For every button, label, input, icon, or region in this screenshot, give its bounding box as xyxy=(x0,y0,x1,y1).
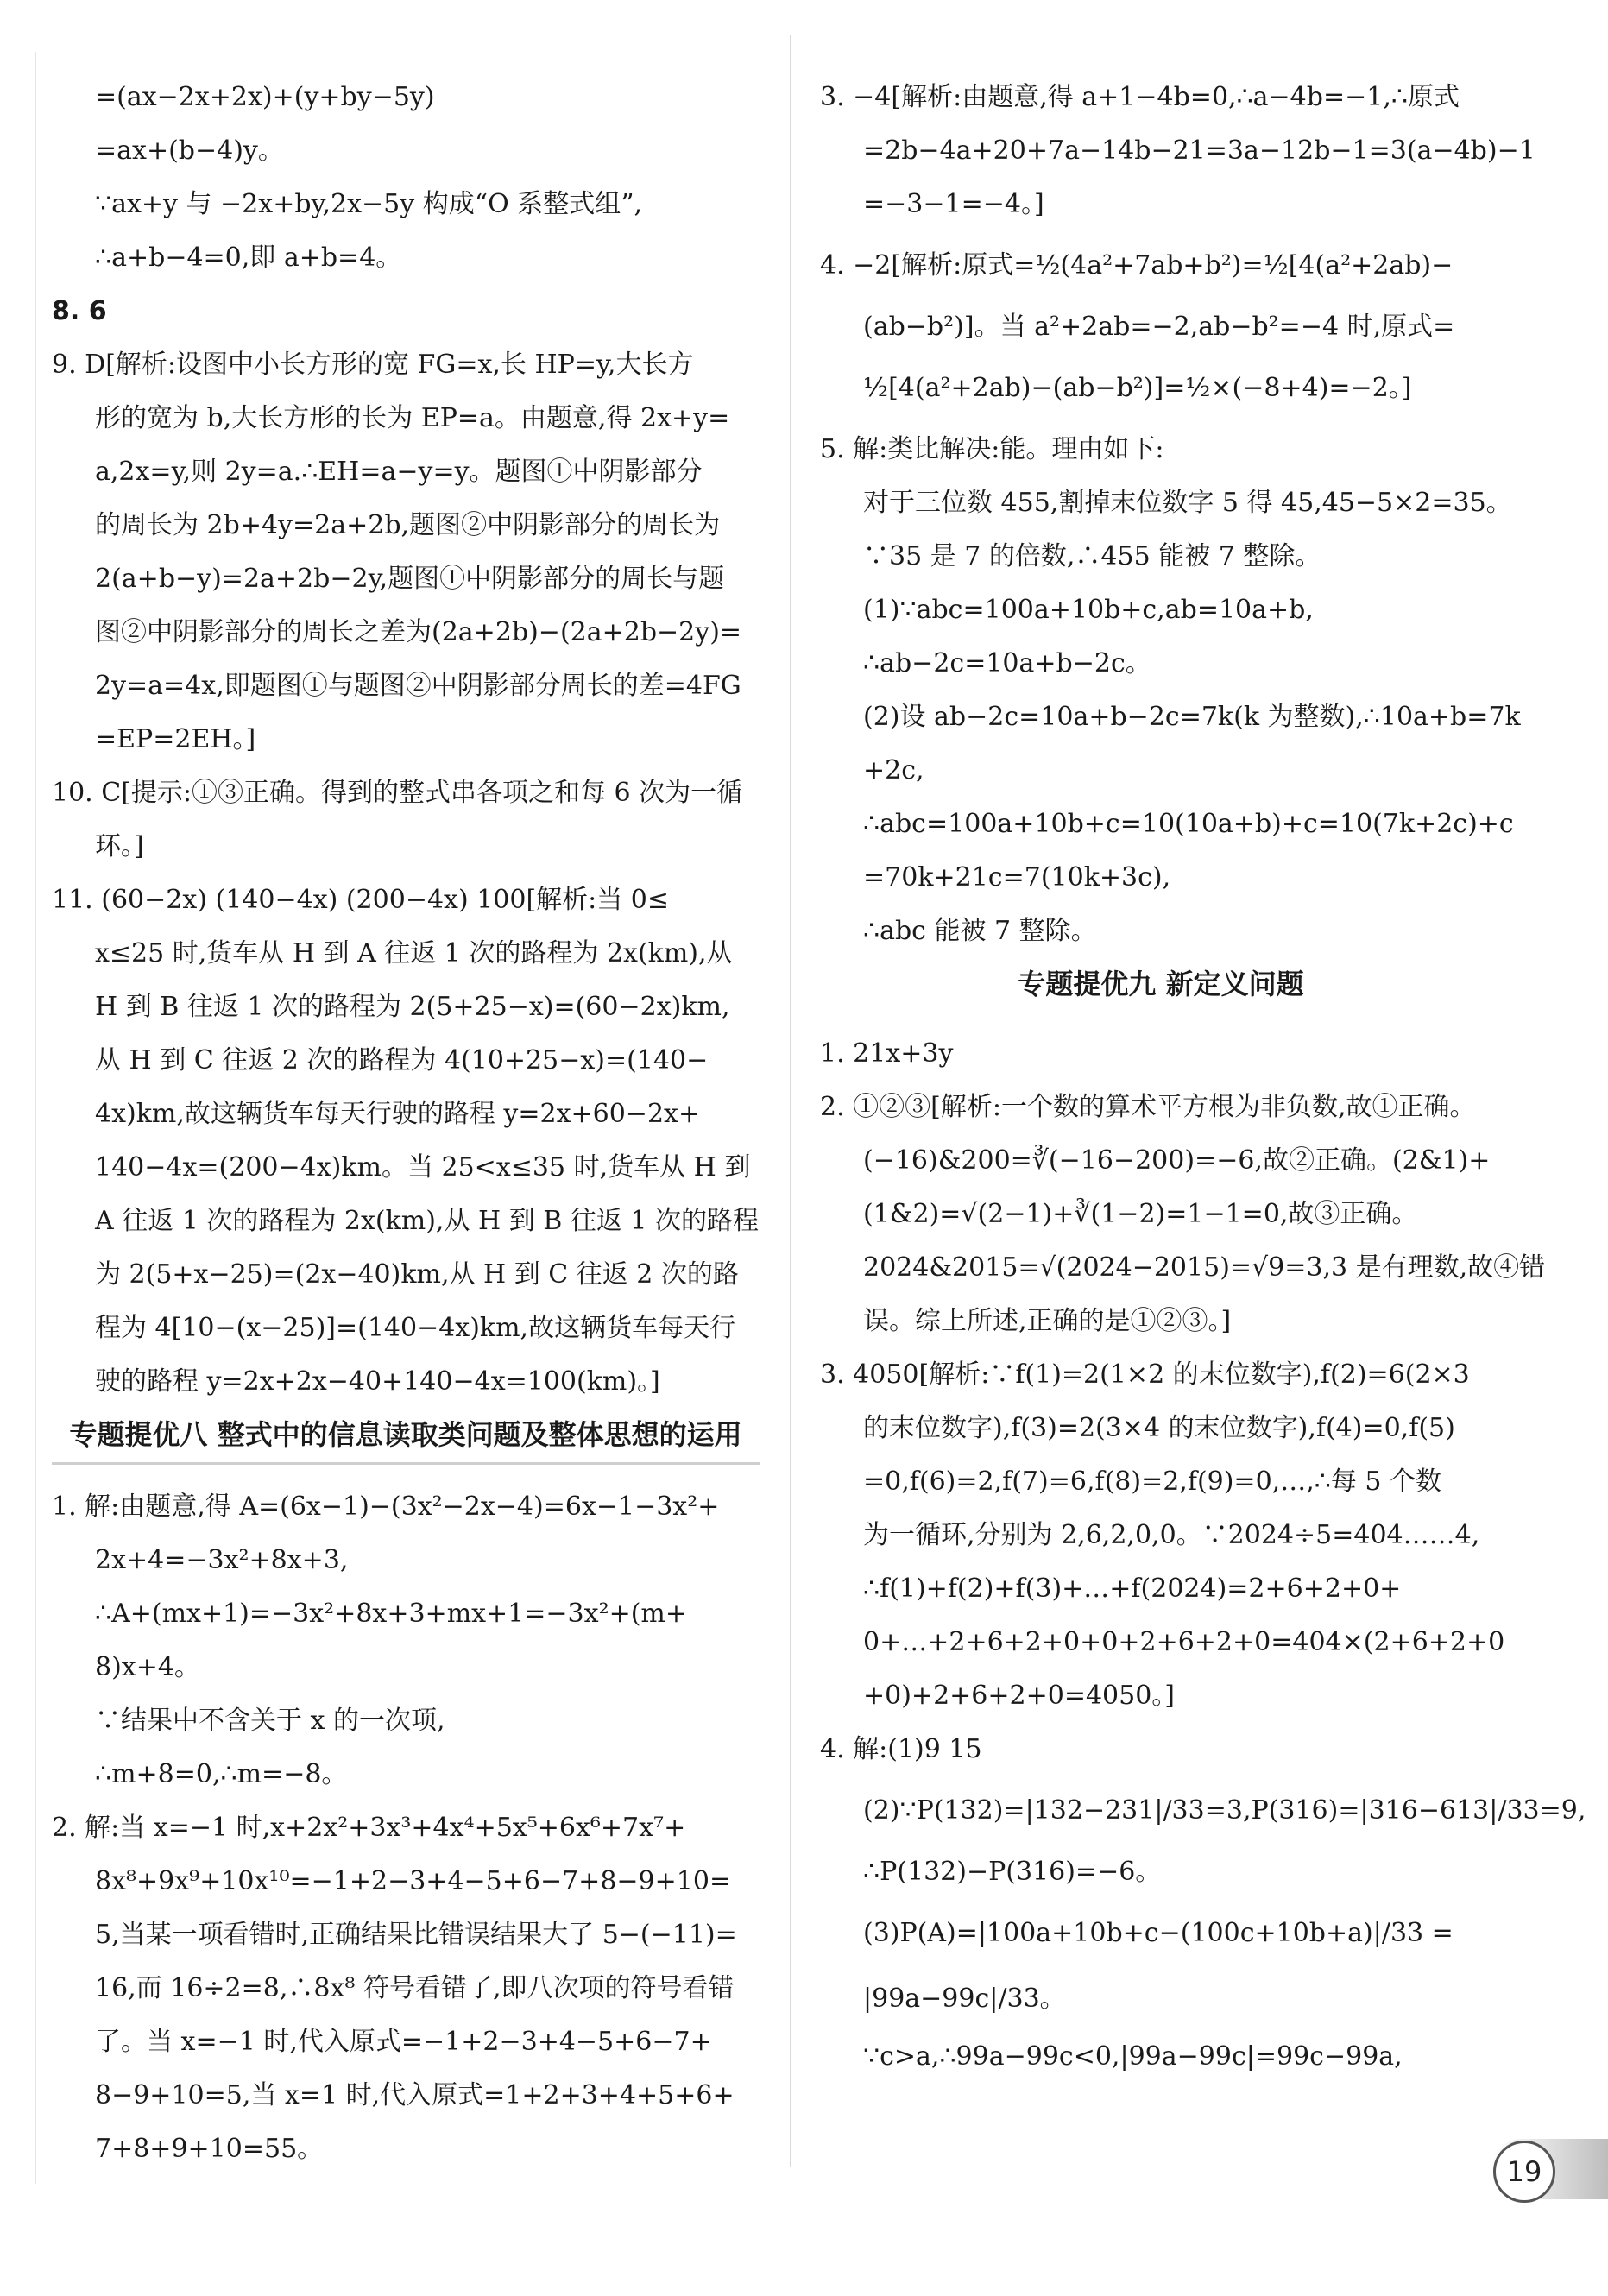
text-line: 了。当 x=−1 时,代入原式=−1+2−3+4−5+6−7+ xyxy=(95,2027,712,2057)
text-line: 从 H 到 C 往返 2 次的路程为 4(10+25−x)=(140− xyxy=(95,1045,709,1075)
text-line: 2y=a=4x,即题图①与题图②中阴影部分周长的差=4FG xyxy=(95,671,741,701)
text-line: 0+…+2+6+2+0+0+2+6+2+0=404×(2+6+2+0 xyxy=(863,1627,1505,1657)
right-column xyxy=(820,71,1586,2084)
answer-1: 1. 解:由题意,得 A=(6x−1)−(3x²−2x−4)=6x−1−3x²+ xyxy=(52,1492,720,1522)
text-line: |99a−99c|/33。 xyxy=(863,1984,1066,2014)
page-number: 19 xyxy=(1493,2141,1555,2203)
text-line: 的周长为 2b+4y=2a+2b,题图②中阴影部分的周长为 xyxy=(95,510,721,540)
text-line: 2024&2015=√(2024−2015)=√9=3,3 是有理数,故④错 xyxy=(863,1252,1546,1283)
text-line: ∴abc=100a+10b+c=10(10a+b)+c=10(7k+2c)+c xyxy=(863,809,1514,839)
answer-2: 2. ①②③[解析:一个数的算术平方根为非负数,故①正确。 xyxy=(820,1092,1476,1122)
answer-2: 2. 解:当 x=−1 时,x+2x²+3x³+4x⁴+5x⁵+6x⁶+7x⁷+ xyxy=(52,1813,686,1843)
text-line: =(ax−2x+2x)+(y+by−5y) xyxy=(95,82,435,112)
text-line: x≤25 时,货车从 H 到 A 往返 1 次的路程为 2x(km),从 xyxy=(95,938,733,968)
text-line: ½[4(a²+2ab)−(ab−b²)]=½×(−8+4)=−2。] xyxy=(863,373,1412,403)
answer-8: 8. 6 xyxy=(52,296,107,326)
text-line: =2b−4a+20+7a−14b−21=3a−12b−1=3(a−4b)−1 xyxy=(863,136,1535,166)
text-line: ∵结果中不含关于 x 的一次项, xyxy=(95,1706,445,1736)
text-line: ∵ax+y 与 −2x+by,2x−5y 构成“O 系整式组”, xyxy=(95,189,643,219)
text-line: 7+8+9+10=55。 xyxy=(95,2134,324,2164)
text-line: =0,f(6)=2,f(7)=6,f(8)=2,f(9)=0,…,∴每 5 个数 xyxy=(863,1467,1441,1497)
text-line: 4x)km,故这辆货车每天行驶的路程 y=2x+60−2x+ xyxy=(95,1099,701,1129)
text-line: H 到 B 往返 1 次的路程为 2(5+25−x)=(60−2x)km, xyxy=(95,992,730,1022)
text-line: ∴f(1)+f(2)+f(3)+…+f(2024)=2+6+2+0+ xyxy=(863,1574,1402,1604)
text-line: ∴a+b−4=0,即 a+b=4。 xyxy=(95,243,402,273)
text-line: (2)∵P(132)=|132−231|/33=3,P(316)=|316−613|/33=9, xyxy=(863,1795,1586,1826)
left-margin-line xyxy=(35,52,36,2184)
text-line: ∵c>a,∴99a−99c<0,|99a−99c|=99c−99a, xyxy=(863,2041,1403,2072)
text-line: 的末位数字),f(3)=2(3×4 的末位数字),f(4)=0,f(5) xyxy=(863,1413,1455,1443)
text-line: ∴P(132)−P(316)=−6。 xyxy=(863,1857,1162,1887)
text-line: (ab−b²)]。当 a²+2ab=−2,ab−b²=−4 时,原式= xyxy=(863,312,1455,342)
text-line: 图②中阴影部分的周长之差为(2a+2b)−(2a+2b−2y)= xyxy=(95,617,742,647)
column-divider xyxy=(790,35,791,2167)
text-line: (2)设 ab−2c=10a+b−2c=7k(k 为整数),∴10a+b=7k xyxy=(863,702,1521,732)
answer-10: 10. C[提示:①③正确。得到的整式串各项之和每 6 次为一循 xyxy=(52,778,743,808)
answer-9: 9. D[解析:设图中小长方形的宽 FG=x,长 HP=y,大长方 xyxy=(52,350,694,380)
answer-4: 4. −2[解析:原式=½(4a²+7ab+b²)=½[4(a²+2ab)− xyxy=(820,250,1454,281)
text-line: 形的宽为 b,大长方形的长为 EP=a。由题意,得 2x+y= xyxy=(95,403,730,433)
text-line: 2x+4=−3x²+8x+3, xyxy=(95,1545,349,1575)
text-line: 对于三位数 455,割掉末位数字 5 得 45,45−5×2=35。 xyxy=(863,488,1512,518)
text-line: =ax+(b−4)y。 xyxy=(95,136,284,166)
text-line: ∴m+8=0,∴m=−8。 xyxy=(95,1759,348,1789)
text-line: 为 2(5+x−25)=(2x−40)km,从 H 到 C 往返 2 次的路 xyxy=(95,1259,739,1290)
text-line: 误。综上所述,正确的是①②③。] xyxy=(863,1306,1232,1336)
answer-11: 11. (60−2x) (140−4x) (200−4x) 100[解析:当 0≤ xyxy=(52,885,670,915)
section-title-9: 专题提优九 新定义问题 xyxy=(1018,968,1304,1000)
answer-3: 3. 4050[解析:∵f(1)=2(1×2 的末位数字),f(2)=6(2×3 xyxy=(820,1359,1470,1390)
answer-4: 4. 解:(1)9 15 xyxy=(820,1734,982,1764)
answer-3: 3. −4[解析:由题意,得 a+1−4b=0,∴a−4b=−1,∴原式 xyxy=(820,82,1460,112)
section-title-8: 专题提优八 整式中的信息读取类问题及整体思想的运用 xyxy=(52,1417,760,1465)
text-line: 16,而 16÷2=8,∴8x⁸ 符号看错了,即八次项的符号看错 xyxy=(95,1973,735,2003)
answer-5: 5. 解:类比解决:能。理由如下: xyxy=(820,434,1164,464)
text-line: =−3−1=−4。] xyxy=(863,189,1044,219)
text-line: ∴abc 能被 7 整除。 xyxy=(863,916,1097,946)
text-line: (−16)&200=∛(−16−200)=−6,故②正确。(2&1)+ xyxy=(863,1145,1491,1176)
text-line: 8)x+4。 xyxy=(95,1652,200,1682)
text-line: +2c, xyxy=(863,755,924,785)
text-line: (1)∵abc=100a+10b+c,ab=10a+b, xyxy=(863,595,1314,625)
text-line: 8−9+10=5,当 x=1 时,代入原式=1+2+3+4+5+6+ xyxy=(95,2080,735,2110)
text-line: ∴ab−2c=10a+b−2c。 xyxy=(863,648,1151,678)
text-line: 程为 4[10−(x−25)]=(140−4x)km,故这辆货车每天行 xyxy=(95,1313,736,1343)
text-line: a,2x=y,则 2y=a.∴EH=a−y=y。题图①中阴影部分 xyxy=(95,457,703,487)
text-line: (3)P(A)=|100a+10b+c−(100c+10b+a)|/33 = xyxy=(863,1918,1454,1948)
text-line: 140−4x=(200−4x)km。当 25<x≤35 时,货车从 H 到 xyxy=(95,1152,751,1183)
text-line: 为一循环,分别为 2,6,2,0,0。∵2024÷5=404……4, xyxy=(863,1520,1480,1550)
text-line: 环。] xyxy=(95,831,144,861)
text-line: (1&2)=√(2−1)+∛(1−2)=1−1=0,故③正确。 xyxy=(863,1199,1418,1229)
text-line: A 往返 1 次的路程为 2x(km),从 H 到 B 往返 1 次的路程 xyxy=(95,1206,759,1236)
text-line: 8x⁸+9x⁹+10x¹⁰=−1+2−3+4−5+6−7+8−9+10= xyxy=(95,1866,732,1896)
left-column xyxy=(52,71,760,2176)
answer-1: 1. 21x+3y xyxy=(820,1038,954,1069)
text-line: =70k+21c=7(10k+3c), xyxy=(863,862,1171,893)
text-line: 驶的路程 y=2x+2x−40+140−4x=100(km)。] xyxy=(95,1366,660,1397)
text-line: ∴A+(mx+1)=−3x²+8x+3+mx+1=−3x²+(m+ xyxy=(95,1599,688,1629)
text-line: 5,当某一项看错时,正确结果比错误结果大了 5−(−11)= xyxy=(95,1920,737,1950)
text-line: =EP=2EH。] xyxy=(95,724,256,754)
text-line: ∵35 是 7 的倍数,∴455 能被 7 整除。 xyxy=(863,541,1321,571)
text-line: 2(a+b−y)=2a+2b−2y,题图①中阴影部分的周长与题 xyxy=(95,564,725,594)
text-line: +0)+2+6+2+0=4050。] xyxy=(863,1681,1176,1711)
